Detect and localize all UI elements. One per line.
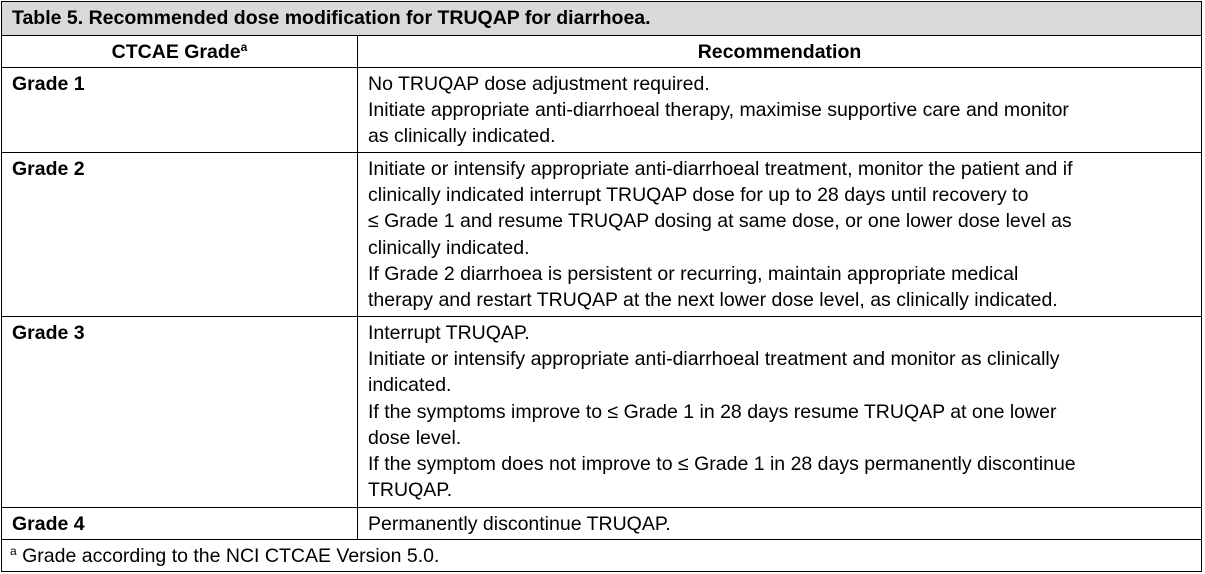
recommendation-line: Initiate or intensify appropriate anti-diarrhoeal treatment and monitor as clinically <box>368 348 1060 371</box>
dose-modification-table <box>1 1 1202 572</box>
recommendation-line: Permanently discontinue TRUQAP. <box>368 513 671 535</box>
recommendation-line: ≤ Grade 1 and resume TRUQAP dosing at same dose, or one lower dose level as <box>368 210 1072 233</box>
table-caption: Table 5. Recommended dose modification for TRUQAP for diarrhoea. <box>2 2 1201 35</box>
recommendation-line: indicated. <box>368 374 452 397</box>
header-recommendation: Recommendation <box>697 41 862 63</box>
table-row-grade-4 <box>2 507 1201 539</box>
table-row-grade-3 <box>2 316 1201 507</box>
recommendation-line: TRUQAP. <box>368 479 453 502</box>
recommendation-line: as clinically indicated. <box>368 125 556 148</box>
recommendation-line: Initiate appropriate anti-diarrhoeal therapy, maximise supportive care and monitor <box>368 99 1069 122</box>
recommendation-line: dose level. <box>368 426 462 449</box>
recommendation-line: Initiate or intensify appropriate anti-diarrhoeal treatment, monitor the patient and if <box>368 158 1073 180</box>
grade-cell: Grade 3 <box>2 317 358 507</box>
table-row-grade-1 <box>2 67 1201 152</box>
header-ctcae-grade <box>2 36 358 67</box>
table-footnote <box>2 539 1201 571</box>
recommendation-cell <box>358 508 1201 539</box>
recommendation-line: clinically indicated. <box>368 236 530 259</box>
grade-cell: Grade 4 <box>2 508 358 539</box>
table-row-grade-2 <box>2 152 1201 316</box>
recommendation-line: If the symptoms improve to ≤ Grade 1 in 28 days resume TRUQAP at one lower <box>368 400 1057 423</box>
recommendation-line: If the symptom does not improve to ≤ Grade 1 in 28 days permanently discontinue <box>368 453 1076 476</box>
header-grade-footnote-marker: a <box>240 40 248 54</box>
header-grade-label: CTCAE Grade <box>111 41 241 63</box>
table-header-row <box>2 35 1201 67</box>
grade-cell: Grade 1 <box>2 68 358 152</box>
recommendation-line: therapy and restart TRUQAP at the next lower dose level, as clinically indicated. <box>368 289 1058 312</box>
recommendation-line: If Grade 2 diarrhoea is persistent or recurring, maintain appropriate medical <box>368 262 1019 285</box>
recommendation-line: No TRUQAP dose adjustment required. <box>368 73 710 95</box>
footnote-text: Grade according to the NCI CTCAE Version 5.0. <box>16 545 440 567</box>
recommendation-cell <box>358 153 1201 316</box>
recommendation-cell <box>358 317 1201 507</box>
recommendation-line: clinically indicated interrupt TRUQAP dose for up to 28 days until recovery to <box>368 184 1029 207</box>
grade-cell: Grade 2 <box>2 153 358 316</box>
recommendation-cell <box>358 68 1201 152</box>
recommendation-line: Interrupt TRUQAP. <box>368 322 530 344</box>
footnote-marker: a <box>10 544 17 558</box>
